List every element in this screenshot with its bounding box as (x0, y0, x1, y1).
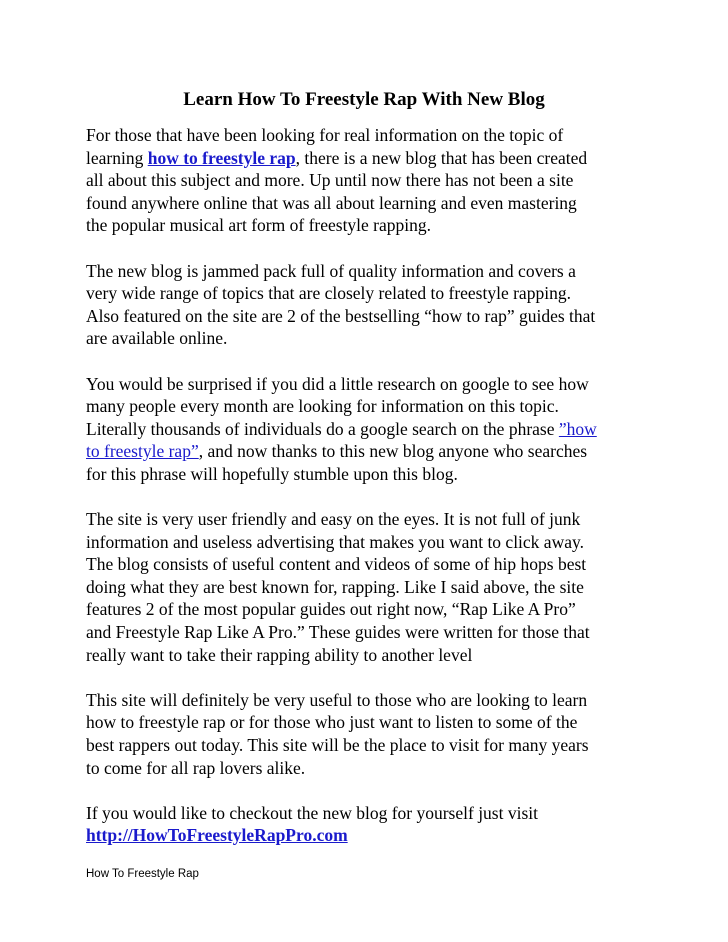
how-to-freestyle-rap-link[interactable]: how to freestyle rap (147, 147, 296, 168)
text-line: The new blog is jammed pack full of quality information and covers a (86, 260, 576, 281)
text-line: features 2 of the most popular guides out right now, “Rap Like A Pro” (86, 599, 576, 620)
text-line: the popular musical art form of freestyle rapping. (86, 215, 432, 236)
text-line: all about this subject and more. Up until now there has not been a site (86, 170, 574, 191)
page-footer: How To Freestyle Rap (86, 868, 199, 880)
text-line: If you would like to checkout the new blog for yourself just visit (86, 802, 539, 823)
text-line: information and useless advertising that makes you want to click away. (86, 531, 584, 552)
text-span: Literally thousands of individuals do a google search on the phrase (86, 418, 559, 439)
text-span: , and now thanks to this new blog anyone who searches (198, 441, 588, 462)
text-line: You would be surprised if you did a little research on google to see how (86, 373, 589, 394)
text-line (86, 418, 646, 441)
text-line: This site will definitely be very useful to those who are looking to learn (86, 689, 588, 710)
paragraph-visit (86, 802, 646, 847)
paragraph-intro (86, 124, 646, 237)
text-span: learning (86, 147, 148, 168)
text-span: , there is a new blog that has been created (295, 147, 588, 168)
text-line: For those that have been looking for real information on the topic of (86, 125, 564, 145)
text-line: very wide range of topics that are closely related to freestyle rapping. (86, 283, 571, 304)
text-line: best rappers out today. This site will be the place to visit for many years (86, 735, 589, 756)
paragraph-site-features (86, 508, 646, 666)
text-line: The site is very user friendly and easy on the eyes. It is not full of junk (86, 509, 581, 530)
text-line (86, 440, 646, 463)
text-line: are available online. (86, 328, 228, 349)
how-to-freestyle-rap-phrase-link-continued[interactable]: to freestyle rap” (86, 441, 199, 462)
text-line (86, 147, 646, 170)
text-line (86, 824, 646, 847)
text-line: really want to take their rapping ability to another level (86, 644, 473, 665)
text-line: how to freestyle rap or for those who just want to listen to some of the (86, 712, 578, 733)
text-line: many people every month are looking for information on this topic. (86, 396, 559, 417)
document-body (86, 124, 646, 870)
text-line: found anywhere online that was all about learning and even mastering (86, 192, 577, 213)
text-line: doing what they are best known for, rapping. Like I said above, the site (86, 576, 584, 597)
text-line: The blog consists of useful content and videos of some of hip hops best (86, 554, 587, 575)
page-title: Learn How To Freestyle Rap With New Blog (183, 89, 545, 110)
paragraph-usefulness (86, 689, 646, 779)
paragraph-new-blog (86, 260, 646, 350)
paragraph-research (86, 373, 646, 486)
text-line: Also featured on the site are 2 of the bestselling “how to rap” guides that (86, 305, 596, 326)
how-to-freestyle-rap-phrase-link[interactable]: ”how (558, 418, 597, 439)
text-line: for this phrase will hopefully stumble upon this blog. (86, 463, 458, 484)
text-line: to come for all rap lovers alike. (86, 757, 306, 778)
blog-url-link[interactable]: http://HowToFreestyleRapPro.com (86, 825, 348, 846)
text-line: and Freestyle Rap Like A Pro.” These guides were written for those that (86, 622, 590, 643)
